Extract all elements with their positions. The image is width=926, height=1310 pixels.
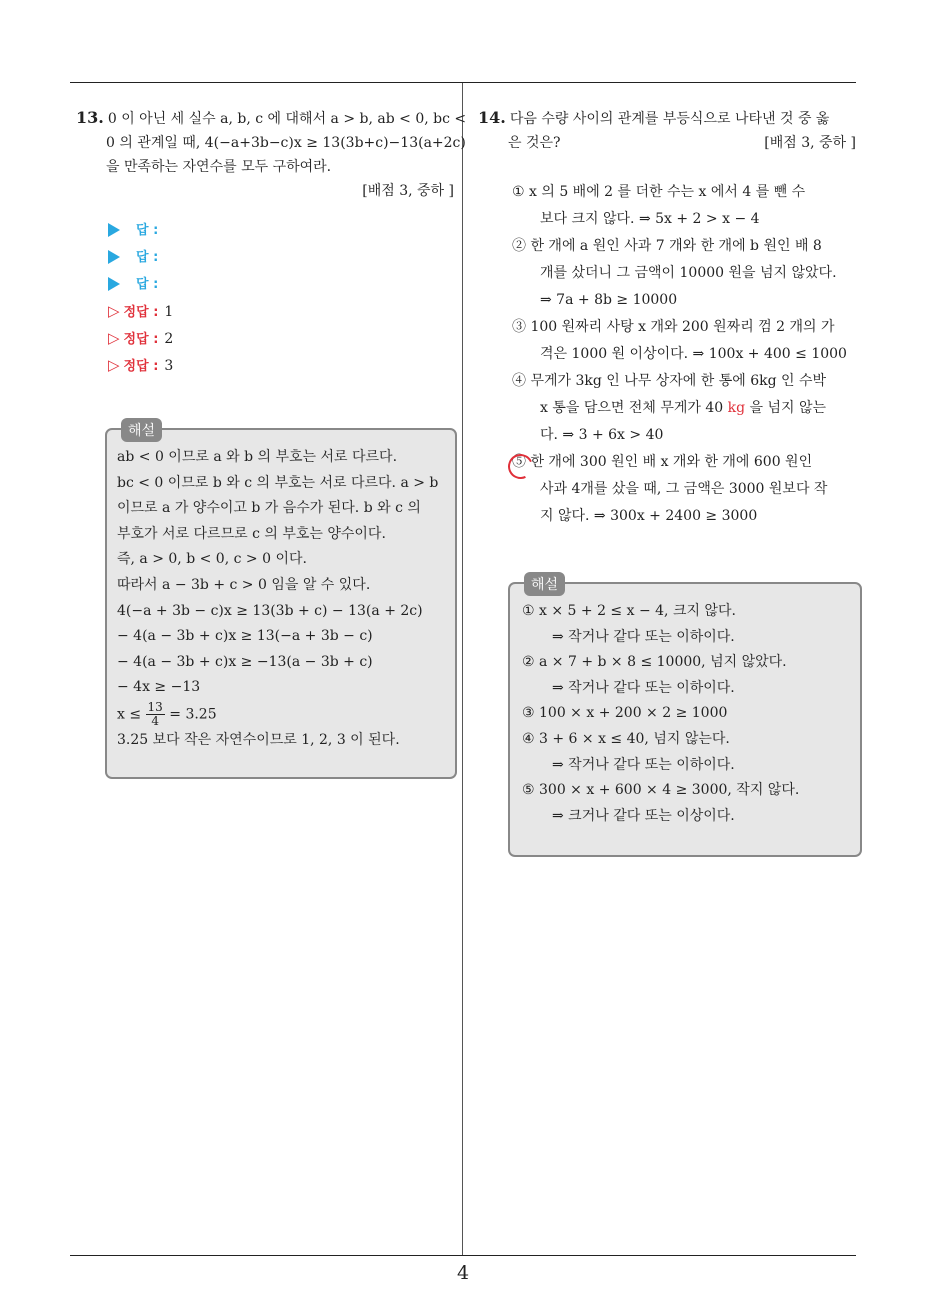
q14-line-1: 14. 다음 수량 사이의 관계를 부등식으로 나타낸 것 중 옳 [478,108,830,127]
bottom-rule [70,1255,856,1256]
q14-options [478,179,856,530]
question-13 [76,106,467,379]
triangle-outline-icon: ▷ [108,329,120,347]
play-triangle-icon [108,250,120,264]
play-triangle-icon [108,277,120,291]
page-number: 4 [456,1262,470,1284]
answer-row-3[interactable]: 답 : [108,271,454,298]
q14-number: 14. [478,108,506,127]
top-rule [70,82,856,83]
q13-explanation-box: 해설 ab < 0 이므로 a 와 b 의 부호는 서로 다르다. bc < 0 이므로 b 와 c 의 부호는 서로 다르다. a > b 이므로 a 가 양수이고 b 가 음수가 된다. b 와 c 의 부호가 서로 다르므로 c 의 부호는 양수이다. 즉, a > 0, b < 0, c > 0 이다. 따라서 a − 3b + c > 0 임을 알 수 있다. 4(−a + 3b − c)x ≥ 13(3b + c) − 13(a + 2c) − 4(a − 3b + c)x ≥ 13(−a + 3b − c) − 4(a − 3b + c)x ≥ −13(a − 3b + c) − 4x ≥ −13 x ≤ $\frac{13}{4}$ = 3.25 3.25 보다 작은 자연수이므로 1, 2, 3 이 된다. [105,428,457,779]
correct-row-1: ▷ 정답 : 1 [108,302,174,320]
q14-line-2: 은 것은? [배점 3, 중하 ] [478,131,856,155]
q13-line-1: 13. 0 이 아닌 세 실수 a, b, c 에 대해서 a > b, ab < 0, bc < [76,108,467,127]
answer-row-1[interactable]: 답 : [108,217,454,244]
triangle-outline-icon: ▷ [108,356,120,374]
option-3[interactable]: ③ 100 원짜리 사탕 x 개와 200 원짜리 껌 2 개의 가 격은 1000 원 이상이다. ⇒ 100x + 400 ≤ 1000 [512,319,847,362]
q13-answers [76,217,454,379]
question-14 [478,106,856,530]
selected-answer-mark: ⑤ [512,454,526,470]
option-5[interactable]: ⑤ 한 개에 300 원인 배 x 개와 한 개에 600 원인 사과 4개를 샀을 때, 그 금액은 3000 원보다 작 지 않다. ⇒ 300x + 2400 ≥ 3000 [512,449,856,530]
answer-row-2[interactable]: 답 : [108,244,454,271]
option-1[interactable]: ① x 의 5 배에 2 를 더한 수는 x 에서 4 를 뺀 수 보다 크지 않다. ⇒ 5x + 2 > x − 4 [512,184,806,227]
correct-row-3: ▷ 정답 : 3 [108,356,174,374]
column-divider [462,83,463,1255]
explanation-tag: 해설 [121,418,162,442]
fraction-line: x ≤ $\frac{13}{4}$ = 3.25 [117,699,217,728]
correct-row-2: ▷ 정답 : 2 [108,329,174,347]
q13-line-2: 0 의 관계일 때, 4(−a+3b−c)x ≥ 13(3b+c)−13(a+2c) [106,135,466,151]
option-2[interactable]: ② 한 개에 a 원인 사과 7 개와 한 개에 b 원인 배 8 개를 샀더니 그 금액이 10000 원을 넘지 않았다. ⇒ 7a + 8b ≥ 10000 [512,238,837,308]
q13-line-3: 을 만족하는 자연수를 모두 구하여라. [106,159,332,175]
option-4[interactable]: ④ 무게가 3kg 인 나무 상자에 한 통에 6kg 인 수박 x 통을 담으면 전체 무게가 40 kg 을 넘지 않는 다. ⇒ 3 + 6x > 40 [512,373,827,443]
highlighted-unit: kg [727,400,746,416]
q13-number: 13. [76,108,104,127]
triangle-outline-icon: ▷ [108,302,120,320]
q14-explanation-box: 해설 ① x × 5 + 2 ≤ x − 4, 크지 않다. ⇒ 작거나 같다 또는 이하이다. ② a × 7 + b × 8 ≤ 10000, 넘지 않았다. ⇒ 작거나 같다 또는 이하이다. ③ 100 × x + 200 × 2 ≥ 1000 ④ 3 + 6 × x ≤ 40, 넘지 않는다. ⇒ 작거나 같다 또는 이하이다. ⑤ 300 × x + 600 × 4 ≥ 3000, 작지 않다. ⇒ 크거나 같다 또는 이상이다. [508,582,862,857]
fraction: $\frac{13}{4}$ [147,699,163,728]
explanation-tag: 해설 [524,572,565,596]
q14-score: [배점 3, 중하 ] [764,135,856,151]
q13-score: [배점 3, 중하 ] [362,183,454,199]
play-triangle-icon [108,223,120,237]
